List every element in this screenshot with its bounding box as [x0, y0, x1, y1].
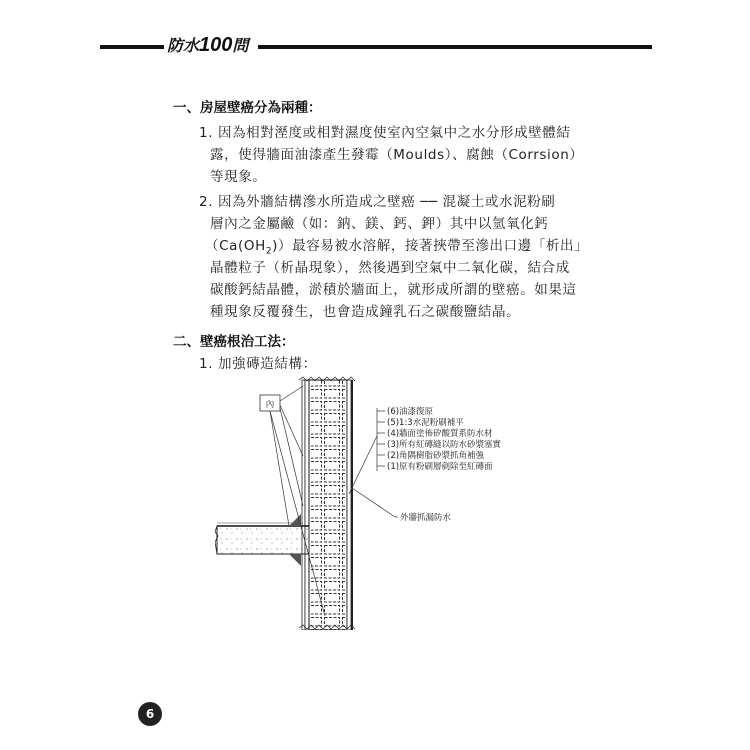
formula-subscript: 2: [265, 246, 273, 257]
brick-pattern: [311, 380, 345, 630]
item2-line-1: 2. 因為外牆結構滲水所造成之壁癌 ── 混凝土或水泥粉刷: [199, 194, 556, 210]
item2-line-2: 層內之金屬鹼（如：鈉、鎂、鈣、鉀）其中以氫氧化鈣: [210, 216, 549, 232]
layer-label-2: (2)角隅樹脂砂漿抓角補強: [387, 451, 485, 461]
layer-label-3: (3)所有紅磚縫以防水砂漿塞實: [387, 440, 502, 450]
header-title-text: 防水: [167, 36, 200, 55]
leader-left-2: [280, 405, 303, 456]
header-rule-left: [100, 45, 164, 49]
layer-label-6: (6)油漆復原: [387, 407, 434, 417]
leader-left-4: [270, 411, 289, 526]
formula-rest: )）最容易被水溶解，接著挾帶至滲出口邊「析出」: [272, 238, 589, 254]
item2-line-5: 碳酸鈣結晶體，淤積於牆面上，就形成所謂的壁癌。如果這: [210, 282, 577, 298]
exterior-label: 外牆抓漏防水: [400, 513, 452, 523]
section1-heading: 一、房屋壁癌分為兩種：: [173, 100, 322, 116]
exterior-leader: [352, 488, 395, 517]
wall-section-diagram: [215, 376, 515, 630]
wall-section-svg: [215, 376, 515, 630]
bracket-leader: [349, 436, 377, 494]
header-rule-right: [258, 45, 652, 49]
item2-line-3-formula: [205, 234, 588, 257]
header-title-number: 100: [199, 34, 233, 56]
inside-label: 內: [265, 400, 275, 410]
item2-line-4: 晶體粒子（析晶現象），然後遇到空氣中二氧化碳，結合成: [210, 260, 570, 276]
section2-heading: 二、壁癌根治工法：: [173, 334, 295, 350]
running-header-title: [167, 33, 248, 57]
section2-item1: 1. 加強磚造結構：: [199, 356, 317, 372]
item1-line-1: 1. 因為相對溼度或相對濕度使室內空氣中之水分形成壁體結: [199, 125, 571, 141]
page-number-badge: 6: [138, 702, 162, 726]
layer-label-4: (4)牆面塗佈矽酸質系防水材: [387, 429, 493, 439]
item1-line-3: 等現象。: [210, 169, 267, 185]
formula-open: （Ca(OH: [205, 238, 266, 254]
plaster-layer: [305, 380, 309, 630]
header-title-suffix: 問: [232, 36, 249, 55]
corner-reinforcement-lower: [289, 554, 301, 566]
item2-line-6: 種現象反覆發生，也會造成鐘乳石之碳酸鹽結晶。: [210, 304, 521, 320]
item1-line-2: 露，使得牆面油漆產生發霉（Moulds）、腐蝕（Corrsion）: [210, 147, 584, 163]
layer-label-5: (5)1:3水泥粉刷補平: [387, 418, 464, 428]
leader-left-1: [280, 386, 303, 401]
exterior-edge: [351, 380, 353, 630]
layer-label-1: (1)原有粉刷層剷除至紅磚面: [387, 462, 493, 472]
exterior-layer: [347, 380, 351, 630]
concrete-slab: [217, 526, 309, 554]
